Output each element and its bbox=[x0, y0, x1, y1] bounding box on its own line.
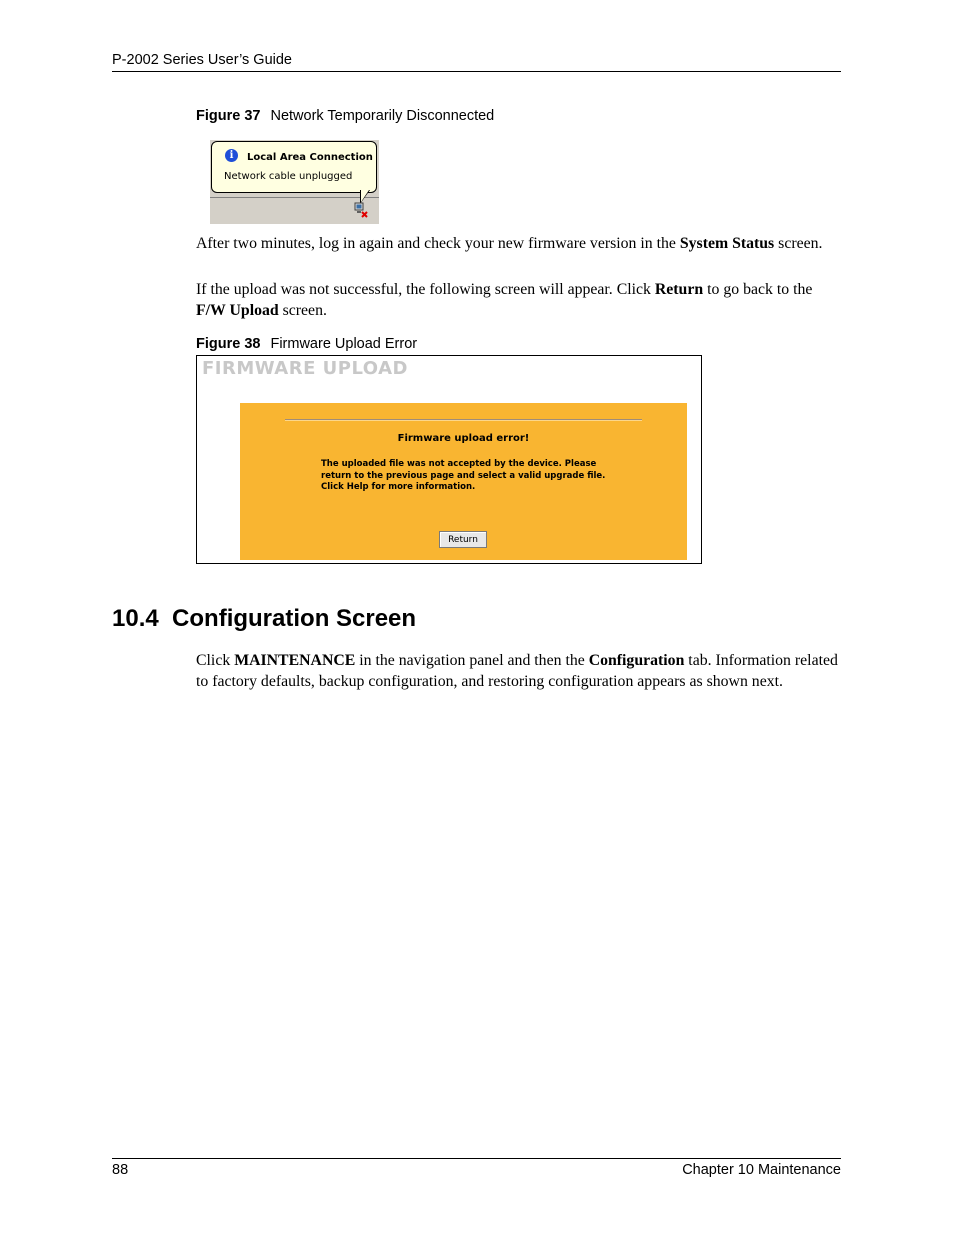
firmware-error-message bbox=[321, 459, 611, 494]
figure37-caption bbox=[196, 108, 494, 124]
figure38-title: Firmware Upload Error bbox=[270, 336, 418, 352]
panel-rule bbox=[285, 419, 642, 421]
para2-text: If the upload was not successful, the following screen will appear. Click bbox=[196, 281, 655, 298]
para3-text-mid: in the navigation panel and then the bbox=[355, 652, 589, 669]
return-button[interactable]: Return bbox=[439, 531, 487, 548]
figure38-caption bbox=[196, 336, 417, 352]
figure38-label: Figure 38 bbox=[196, 336, 261, 352]
figure37-title: Network Temporarily Disconnected bbox=[270, 108, 495, 124]
para3-bold-maintenance: MAINTENANCE bbox=[234, 652, 356, 669]
para2-text-end: screen. bbox=[278, 302, 327, 319]
error-line-2: return to the previous page and select a valid upgrade file. bbox=[321, 470, 606, 481]
para1-text: After two minutes, log in again and check your new firmware version in the bbox=[196, 235, 680, 252]
error-line-3: Click Help for more information. bbox=[321, 482, 476, 492]
network-disconnected-icon[interactable] bbox=[354, 202, 368, 218]
firmware-error-title: Firmware upload error! bbox=[397, 433, 530, 444]
footer-chapter: Chapter 10 Maintenance bbox=[682, 1162, 841, 1178]
figure37-label: Figure 37 bbox=[196, 108, 261, 124]
para2-text-mid: to go back to the bbox=[703, 281, 813, 298]
figure38-screenshot bbox=[196, 355, 702, 564]
tooltip-message: Network cable unplugged bbox=[224, 171, 353, 182]
paragraph-upload-failed bbox=[196, 279, 841, 321]
figure37-screenshot bbox=[210, 140, 379, 224]
footer-page-number: 88 bbox=[112, 1162, 129, 1178]
footer-rule bbox=[112, 1158, 841, 1159]
header-rule bbox=[112, 71, 841, 72]
section-heading: 10.4 Configuration Screen bbox=[112, 605, 417, 632]
tray-divider bbox=[210, 197, 379, 198]
para1-text-end: screen. bbox=[774, 235, 823, 252]
paragraph-configuration bbox=[196, 650, 841, 692]
error-line-1: The uploaded file was not accepted by the device. Please bbox=[321, 459, 597, 469]
firmware-error-panel bbox=[240, 403, 687, 560]
paragraph-check-firmware bbox=[196, 233, 841, 254]
para1-bold: System Status bbox=[679, 235, 775, 252]
tooltip-tail-fill bbox=[361, 190, 369, 202]
firmware-upload-title: FIRMWARE UPLOAD bbox=[202, 358, 408, 379]
para3-bold-configuration: Configuration bbox=[588, 652, 685, 669]
network-tooltip bbox=[211, 141, 377, 193]
para3-text-end: tab. Information related to factory defaults, backup configuration, and restoring configuration appears as shown next. bbox=[196, 652, 838, 690]
para3-text: Click bbox=[196, 652, 235, 669]
header-guide-title: P-2002 Series User’s Guide bbox=[112, 52, 292, 68]
para2-bold-fw-upload: F/W Upload bbox=[196, 302, 279, 319]
tooltip-title: Local Area Connection bbox=[247, 152, 373, 163]
info-icon: i bbox=[225, 149, 238, 162]
para2-bold-return: Return bbox=[654, 281, 704, 298]
